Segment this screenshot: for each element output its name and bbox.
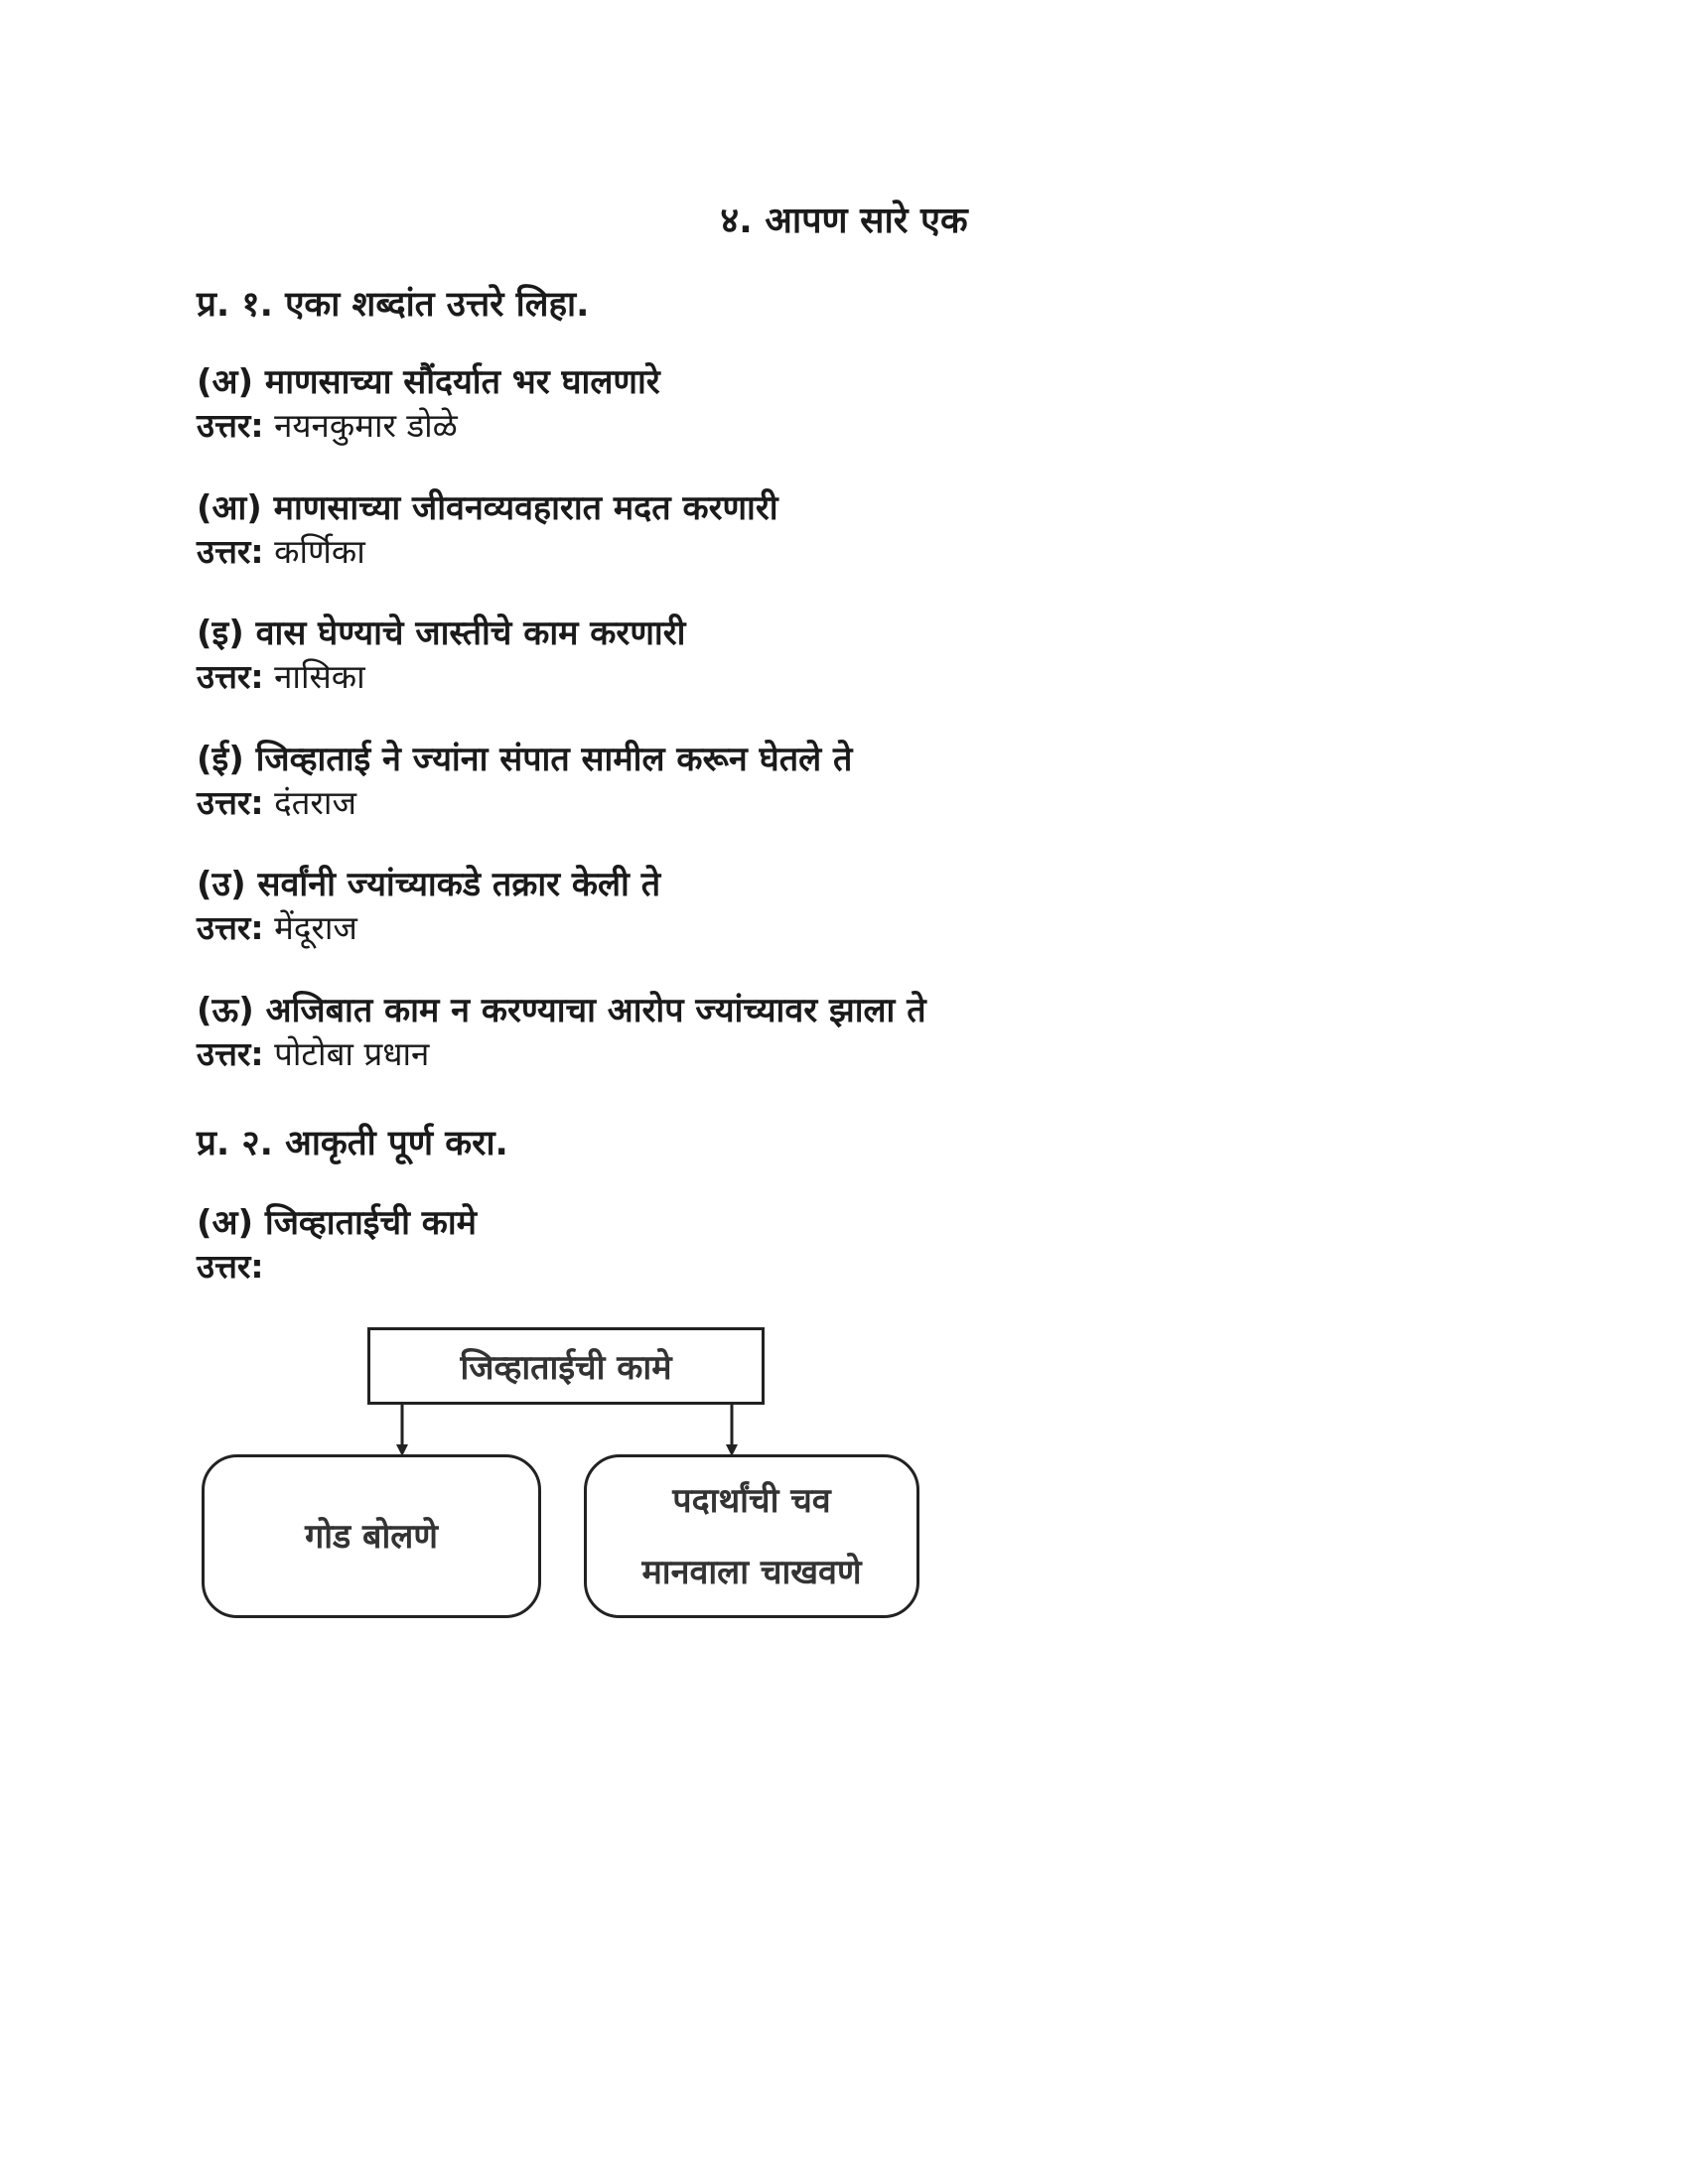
answer-text: पोटोबा प्रधान bbox=[274, 1034, 430, 1073]
answer-line bbox=[197, 530, 778, 574]
answer-label: उत्तर: bbox=[197, 406, 264, 445]
answer-label: उत्तर: bbox=[197, 1247, 264, 1286]
answer-text: कर्णिका bbox=[274, 532, 365, 571]
answer-label: उत्तर: bbox=[197, 657, 264, 696]
page-title: ४. आपण सारे एक bbox=[720, 201, 968, 241]
question-text: (उ) सर्वांनी ज्यांच्याकडे तक्रार केली ते bbox=[197, 865, 661, 904]
concept-diagram bbox=[194, 1315, 948, 1643]
answer-label: उत्तर: bbox=[197, 908, 264, 947]
qa-item-6 bbox=[197, 989, 926, 1076]
answer-label: उत्तर: bbox=[197, 532, 264, 571]
diagram-box-text-line2: मानवाला चाखवणे bbox=[641, 1552, 862, 1592]
diagram-root-box: जिव्हाताईची कामे bbox=[367, 1327, 765, 1405]
diagram-box-text: गोड बोलणे bbox=[305, 1516, 438, 1557]
diagram-box-taste bbox=[584, 1454, 919, 1618]
answer-label: उत्तर: bbox=[197, 1034, 264, 1073]
question-2-heading: प्र. २. आकृती पूर्ण करा. bbox=[197, 1124, 508, 1163]
answer-label: उत्तर: bbox=[197, 783, 264, 822]
question-text: (इ) वास घेण्याचे जास्तीचे काम करणारी bbox=[197, 614, 686, 653]
diagram-box-speak-sweetly bbox=[202, 1454, 541, 1618]
answer-line bbox=[197, 1245, 477, 1289]
answer-text: नयनकुमार डोळे bbox=[274, 406, 458, 445]
question-text: (आ) माणसाच्या जीवनव्यवहारात मदत करणारी bbox=[197, 488, 778, 528]
question-text: (ऊ) अजिबात काम न करण्याचा आरोप ज्यांच्यावर झाला ते bbox=[197, 991, 926, 1030]
qa-item-3 bbox=[197, 612, 685, 699]
answer-text: मेंदूराज bbox=[274, 908, 357, 947]
diagram-box-text-line1: पदार्थांची चव bbox=[672, 1480, 831, 1521]
question-1-heading: प्र. १. एका शब्दांत उत्तरे लिहा. bbox=[197, 285, 590, 325]
answer-line bbox=[197, 404, 660, 448]
answer-line bbox=[197, 1032, 926, 1076]
answer-line bbox=[197, 781, 852, 825]
qa-item-1 bbox=[197, 360, 660, 448]
question-text: (अ) जिव्हाताईची कामे bbox=[197, 1203, 477, 1243]
qa-item-5 bbox=[197, 863, 660, 950]
qa-diagram-item bbox=[197, 1201, 477, 1289]
answer-line bbox=[197, 655, 685, 699]
answer-line bbox=[197, 906, 660, 950]
answer-text: दंतराज bbox=[274, 783, 356, 822]
question-text: (ई) जिव्हाताई ने ज्यांना संपात सामील करून घेतले ते bbox=[197, 740, 853, 779]
qa-item-2 bbox=[197, 486, 778, 574]
answer-text: नासिका bbox=[274, 657, 365, 696]
qa-item-4 bbox=[197, 738, 852, 825]
question-text: (अ) माणसाच्या सौंदर्यात भर घालणारे bbox=[197, 362, 660, 402]
